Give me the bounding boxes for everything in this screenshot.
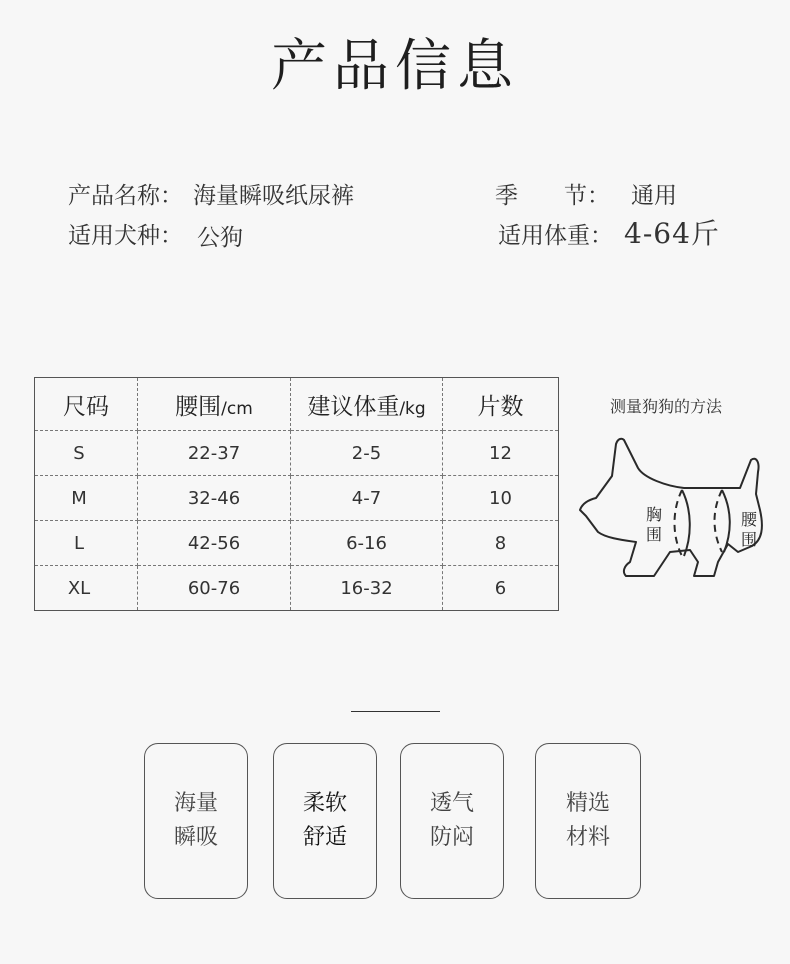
weight-label: 适用体重：	[498, 223, 613, 249]
feature-line-1: 精选	[565, 791, 610, 816]
waist-header-label: 腰围	[175, 393, 222, 420]
count-header: 片数	[443, 378, 559, 431]
feature-card-breathable	[400, 743, 504, 899]
feature-line-1: 柔软	[302, 791, 347, 816]
weight-cell: 16-32	[291, 566, 443, 611]
waist-measure-line-back	[722, 490, 730, 552]
waist-header	[138, 378, 291, 431]
chest-label-1: 胸	[646, 505, 663, 524]
weight-unit: /kg	[399, 398, 426, 419]
feature-line-2: 防闷	[429, 825, 474, 850]
measure-method-title: 测量狗狗的方法	[610, 397, 723, 416]
waist-label-2: 围	[741, 530, 758, 549]
product-name-value: 海量瞬吸纸尿裤	[193, 183, 354, 209]
feature-line-1: 透气	[429, 791, 474, 816]
feature-line-2: 瞬吸	[173, 825, 218, 850]
count-cell: 12	[443, 431, 559, 476]
count-cell: 6	[494, 577, 507, 599]
waist-label-1: 腰	[741, 510, 758, 529]
size-cell: L	[35, 521, 138, 566]
waist-cell: 42-56	[138, 521, 291, 566]
weight-value: 4-64斤	[624, 217, 720, 250]
size-table	[34, 377, 559, 611]
table-row	[35, 521, 559, 566]
chest-measure-line	[675, 490, 683, 556]
waist-cell: 22-37	[138, 431, 291, 476]
chest-measure-line-back	[682, 490, 690, 556]
breed-label: 适用犬种：	[68, 223, 183, 249]
dog-outline	[580, 439, 762, 576]
chest-label-2: 围	[646, 525, 663, 544]
size-header: 尺码	[35, 378, 138, 431]
feature-line-2: 舒适	[302, 825, 347, 850]
waist-cell: 32-46	[138, 476, 291, 521]
feature-line-2: 材料	[565, 825, 610, 850]
feature-card-absorb	[144, 743, 248, 899]
waist-cell: 60-76	[138, 566, 291, 611]
feature-line-1: 海量	[173, 791, 218, 816]
table-row	[35, 431, 559, 476]
weight-header-label: 建议体重	[307, 393, 400, 420]
page-title: 产品信息	[271, 34, 519, 99]
table-row	[35, 476, 559, 521]
dog-measure-figure	[574, 432, 774, 582]
season-label: 季 节：	[495, 183, 610, 209]
count-cell: 8	[443, 521, 559, 566]
feature-card-soft	[273, 743, 377, 899]
breed-value: 公狗	[197, 225, 243, 251]
weight-cell: 6-16	[291, 521, 443, 566]
waist-unit: /cm	[221, 398, 253, 419]
count-cell: 10	[443, 476, 559, 521]
weight-cell: 4-7	[291, 476, 443, 521]
season-value: 通用	[631, 183, 677, 209]
weight-header	[291, 378, 443, 431]
size-cell: M	[35, 476, 138, 521]
size-cell: XL	[35, 566, 138, 611]
size-cell: S	[35, 431, 138, 476]
section-divider	[351, 711, 440, 712]
table-row	[35, 566, 559, 611]
product-name-label: 产品名称：	[68, 183, 183, 209]
waist-measure-line	[715, 490, 723, 552]
feature-card-material	[535, 743, 641, 899]
weight-cell: 2-5	[291, 431, 443, 476]
table-header-row	[35, 378, 559, 431]
